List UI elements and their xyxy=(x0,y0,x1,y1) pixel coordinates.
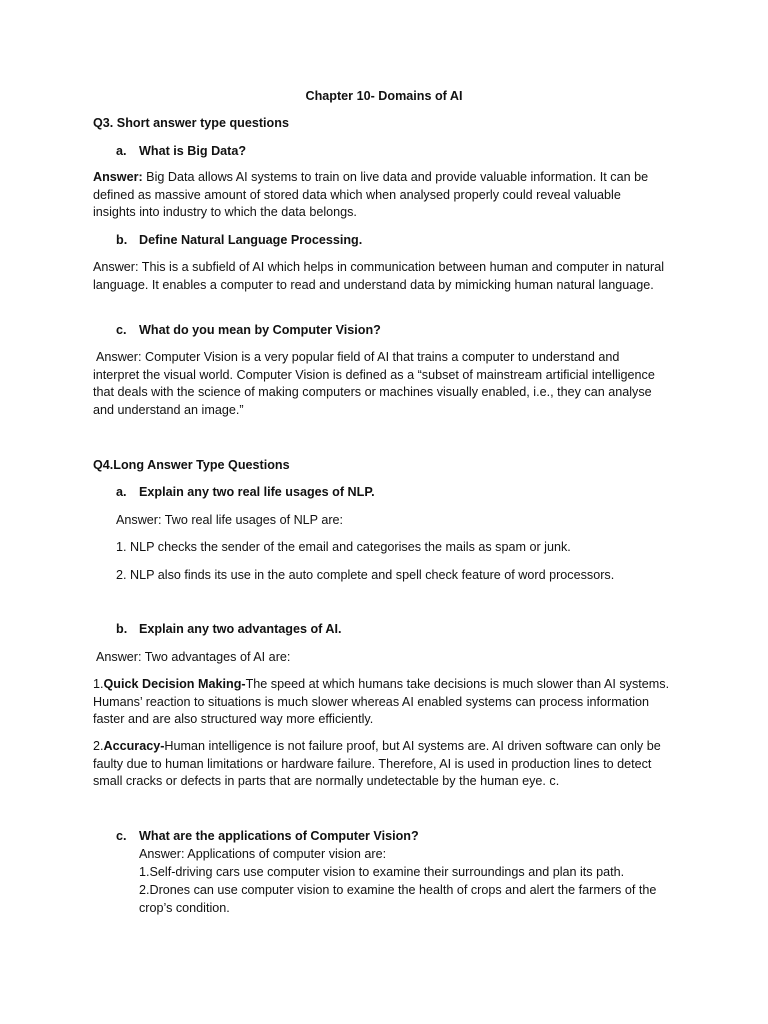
q3-c-label: c. xyxy=(116,323,127,337)
q4-b-point-1-title: Quick Decision Making- xyxy=(103,677,246,691)
q4-b-answer: Answer: Two advantages of AI are: xyxy=(96,650,291,664)
q3-a-answer-prefix: Answer: xyxy=(93,170,143,184)
q4-a-point-2: 2. NLP also finds its use in the auto complete and spell check feature of word processors. xyxy=(116,568,615,582)
q4-a-point-1: 1. NLP checks the sender of the email and categorises the mails as spam or junk. xyxy=(116,540,571,554)
q4-b-point-2-number: 2. xyxy=(93,739,104,753)
q3-a-label: a. xyxy=(116,144,127,158)
page-title: Chapter 10- Domains of AI xyxy=(305,89,463,103)
q4-b-question: Explain any two advantages of AI. xyxy=(139,622,342,636)
q4-heading: Q4.Long Answer Type Questions xyxy=(93,458,290,472)
q3-a-answer-text: Big Data allows AI systems to train on live data and provide valuable information. It can be defined as massive amount of stored data which when analysed properly could reveal valuable insights into industry to which the data belongs. xyxy=(93,170,649,220)
q4-c-question: What are the applications of Computer Vision? xyxy=(139,829,419,843)
q4-c-answer: Answer: Applications of computer vision are: xyxy=(139,847,387,861)
q4-b-point-1-number: 1. xyxy=(93,677,104,691)
q4-b-point-2 xyxy=(93,738,675,791)
q4-a-question: Explain any two real life usages of NLP. xyxy=(139,485,375,499)
q3-b-label: b. xyxy=(116,233,128,247)
q4-b-point-2-title: Accuracy- xyxy=(103,739,165,753)
q4-c-label: c. xyxy=(116,829,127,843)
q3-c-question: What do you mean by Computer Vision? xyxy=(139,323,381,337)
q3-b-question: Define Natural Language Processing. xyxy=(139,233,363,247)
q4-c-point-2: 2.Drones can use computer vision to examine the health of crops and alert the farmers of the crop’s condition. xyxy=(139,883,657,915)
q3-a-question: What is Big Data? xyxy=(139,144,247,158)
q3-c-answer: Answer: Computer Vision is a very popular field of AI that trains a computer to understand and interpret the visual world. Computer Vision is defined as a “subset of mainstream artificial intelligence that deals with the science of making computers or machines visually enabled, i.e., they can analyse and understand an image.” xyxy=(93,350,655,417)
q4-b-point-1 xyxy=(93,676,675,729)
q3-a-answer xyxy=(93,169,665,222)
q4-a-answer: Answer: Two real life usages of NLP are: xyxy=(116,513,344,527)
q4-b-point-1-text: The speed at which humans take decisions is much slower than AI systems. Humans’ reaction to situations is much slower whereas AI enabled systems can process information faster and are also structured way more efficiently. xyxy=(93,677,670,727)
q4-a-label: a. xyxy=(116,485,127,499)
q4-b-label: b. xyxy=(116,622,128,636)
q4-b-point-2-text: Human intelligence is not failure proof, but AI systems are. AI driven software can only be faulty due to human limitations or hardware failure. Therefore, AI is used in production lines to detect small cracks or defects in parts that are normally undetectable by the human eye. c. xyxy=(93,739,661,789)
q3-b-answer: Answer: This is a subfield of AI which helps in communication between human and computer in natural language. It enables a computer to read and understand data by mimicking human natural language. xyxy=(93,260,664,292)
q4-c-point-1: 1.Self-driving cars use computer vision to examine their surroundings and plan its path. xyxy=(139,865,625,879)
q3-heading: Q3. Short answer type questions xyxy=(93,116,289,130)
